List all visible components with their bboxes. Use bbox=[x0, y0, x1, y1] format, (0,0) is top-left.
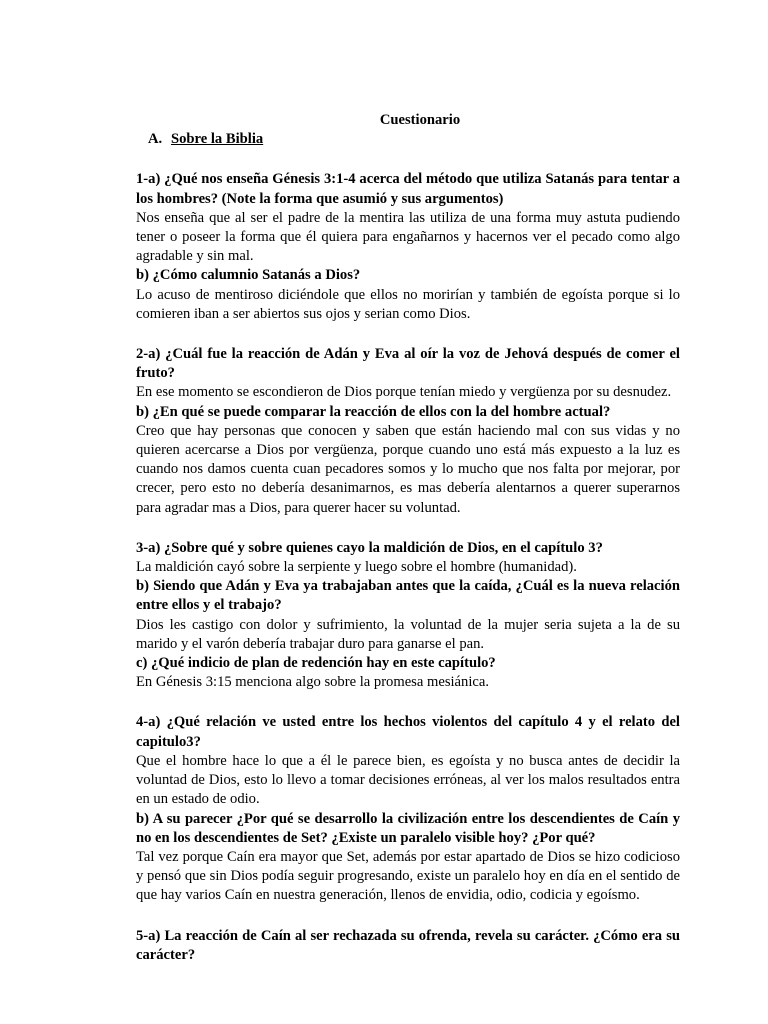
document-title: Cuestionario bbox=[379, 112, 461, 128]
question-3b: b) Siendo que Adán y Eva ya trabajaban antes que la caída, ¿Cuál es la nueva relación entre ellos y el trabajo? bbox=[136, 578, 680, 614]
question-block-1 bbox=[136, 170, 680, 324]
question-2b: b) ¿En qué se puede comparar la reacción de ellos con la del hombre actual? bbox=[136, 403, 611, 420]
answer-4b: Tal vez porque Caín era mayor que Set, además por estar apartado de Dios se hizo codicioso y pensó que sin Dios podía seguir progresando, existe un paralelo hoy en día en el sentido de que hay varios Caín en nuestra generación, llenos de envidia, odio, codicia y egoísmo. bbox=[136, 848, 680, 904]
question-block-3 bbox=[136, 539, 680, 693]
answer-2a: En ese momento se escondieron de Dios porque tenían miedo y vergüenza por su desnudez. bbox=[136, 384, 672, 401]
answer-3b: Dios les castigo con dolor y sufrimiento, la voluntad de la mujer seria sujeta a la de su marido y el varón debería trabajar duro para ganarse el pan. bbox=[136, 616, 680, 652]
question-2a: 2-a) ¿Cuál fue la reacción de Adán y Eva al oír la voz de Jehová después de comer el fruto? bbox=[136, 346, 680, 382]
section-heading bbox=[148, 130, 680, 149]
question-4a: 4-a) ¿Qué relación ve usted entre los hechos violentos del capítulo 4 y el relato del capitulo3? bbox=[136, 714, 680, 750]
question-4b: b) A su parecer ¿Por qué se desarrollo la civilización entre los descendientes de Caín y no en los descendientes de Set? ¿Existe un paralelo visible hoy? ¿Por qué? bbox=[136, 810, 680, 846]
section-label: Sobre la Biblia bbox=[171, 131, 264, 148]
answer-1a: Nos enseña que al ser el padre de la mentira las utiliza de una forma muy astuta pudiendo tener o poseer la forma que él quiera para engañarnos y hacernos ver el pecado como algo agradable y sin mal. bbox=[136, 209, 680, 265]
question-3c: c) ¿Qué indicio de plan de redención hay en este capítulo? bbox=[136, 655, 496, 672]
question-block-4 bbox=[136, 713, 680, 905]
question-1a: 1-a) ¿Qué nos enseña Génesis 3:1-4 acerca del método que utiliza Satanás para tentar a los hombres? (Note la forma que asumió y sus argumentos) bbox=[136, 171, 680, 207]
answer-3c: En Génesis 3:15 menciona algo sobre la promesa mesiánica. bbox=[136, 674, 489, 691]
question-3a: 3-a) ¿Sobre qué y sobre quienes cayo la maldición de Dios, en el capítulo 3? bbox=[136, 539, 603, 556]
answer-4a: Que el hombre hace lo que a él le parece bien, es egoísta y no busca antes de decidir la voluntad de Dios, esto lo llevo a tomar decisiones erróneas, al ver los malos resultados entra en un estado de odio. bbox=[136, 752, 680, 808]
question-5a: 5-a) La reacción de Caín al ser rechazada su ofrenda, revela su carácter. ¿Cómo era su carácter? bbox=[136, 927, 680, 963]
question-block-2 bbox=[136, 345, 680, 518]
question-block-5 bbox=[136, 927, 680, 965]
section-letter: A. bbox=[148, 131, 163, 148]
answer-3a: La maldición cayó sobre la serpiente y luego sobre el hombre (humanidad). bbox=[136, 559, 577, 576]
answer-2b: Creo que hay personas que conocen y saben que están haciendo mal con sus vidas y no quieren acercarse a Dios por vergüenza, porque cuando uno está más expuesto a la luz es cuando nos damos cuenta cuan pecadores somos y lo mucho que nos falta por mejorar, por crecer, pero esto no debería desanimarnos, es mas debería alentarnos a querer superarnos para agradar mas a Dios, para querer hacer su voluntad. bbox=[136, 422, 680, 516]
answer-1b: Lo acuso de mentiroso diciéndole que ellos no morirían y también de egoísta porque si lo comieren iban a ser abiertos sus ojos y serian como Dios. bbox=[136, 286, 680, 322]
question-1b: b) ¿Cómo calumnio Satanás a Dios? bbox=[136, 267, 361, 284]
